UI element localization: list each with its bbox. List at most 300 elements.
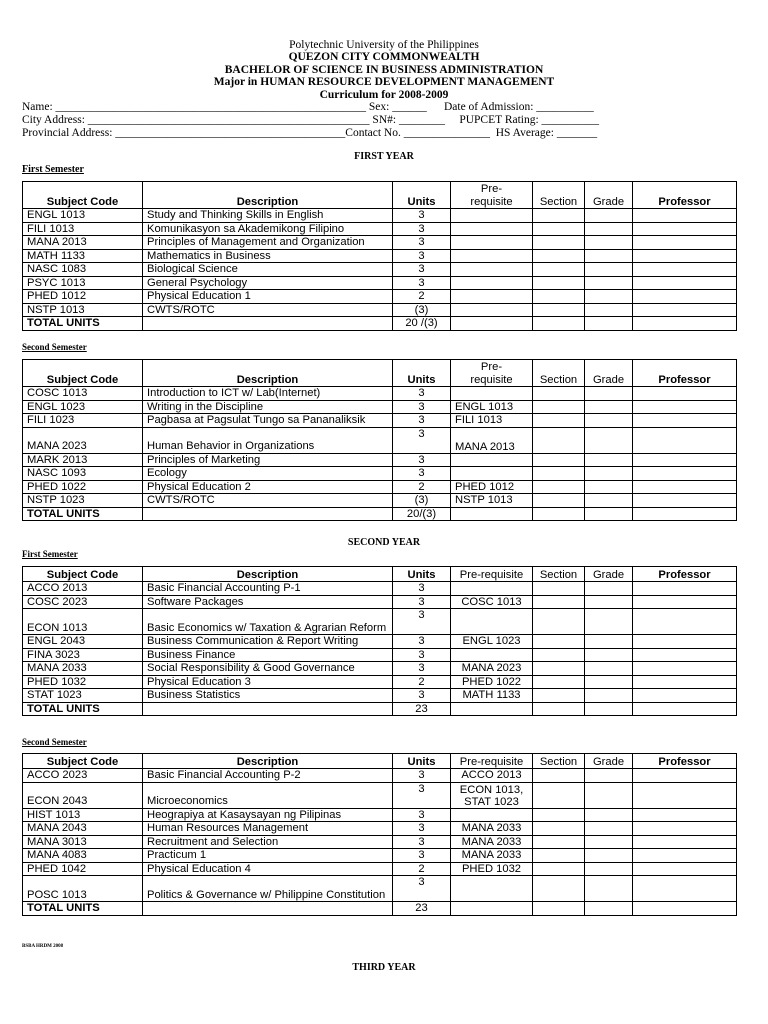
total-units-value: 20/(3): [393, 507, 451, 521]
total-units-label: TOTAL UNITS: [23, 702, 143, 716]
grade-cell[interactable]: [585, 400, 633, 414]
professor-header: Professor: [633, 754, 737, 769]
grade-cell[interactable]: [585, 209, 633, 223]
professor-cell[interactable]: [633, 236, 737, 250]
subject-prerequisite: [451, 582, 533, 596]
campus-name: QUEZON CITY COMMONWEALTH: [288, 51, 480, 64]
subject-prerequisite: ENGL 1023: [451, 635, 533, 649]
subject-code: MANA 2033: [23, 662, 143, 676]
subject-code: FINA 3023: [23, 648, 143, 662]
grade-cell[interactable]: [585, 494, 633, 508]
course-row: [23, 222, 737, 236]
total-professor-blank: [633, 702, 737, 716]
grade-cell[interactable]: [585, 249, 633, 263]
section-cell[interactable]: [533, 782, 585, 808]
subject-prerequisite: [451, 876, 533, 902]
y1-second-semester-title: Second Semester: [22, 342, 87, 352]
subject-units: 3: [393, 595, 451, 609]
subject-code: NASC 1093: [23, 467, 143, 481]
professor-cell[interactable]: [633, 480, 737, 494]
section-cell[interactable]: [533, 276, 585, 290]
section-header: Section: [533, 360, 585, 387]
section-cell[interactable]: [533, 835, 585, 849]
grade-cell[interactable]: [585, 609, 633, 635]
subject-prerequisite: PHED 1012: [451, 480, 533, 494]
grade-cell[interactable]: [585, 290, 633, 304]
section-cell[interactable]: [533, 427, 585, 453]
professor-cell[interactable]: [633, 675, 737, 689]
program-major: Major in HUMAN RESOURCE DEVELOPMENT MANAGEMENT: [213, 76, 555, 89]
section-cell[interactable]: [533, 494, 585, 508]
subject-units: 3: [393, 263, 451, 277]
total-units-value: 20 /(3): [393, 317, 451, 331]
subject-prerequisite: [451, 276, 533, 290]
subject-description: Politics & Governance w/ Philippine Constitution: [143, 876, 393, 902]
first-year-title: FIRST YEAR: [354, 151, 414, 162]
total-blank: [143, 507, 393, 521]
header-row: [23, 754, 737, 769]
course-row: [23, 303, 737, 317]
description-header: Description: [143, 567, 393, 582]
subject-description: Social Responsibility & Good Governance: [143, 662, 393, 676]
professor-cell[interactable]: [633, 822, 737, 836]
subject-units: 3: [393, 808, 451, 822]
subject-code: PHED 1012: [23, 290, 143, 304]
code-header: Subject Code: [23, 360, 143, 387]
subject-units: 2: [393, 480, 451, 494]
subject-code: ACCO 2023: [23, 769, 143, 783]
subject-code: ECON 2043: [23, 782, 143, 808]
subject-prerequisite: MANA 2013: [451, 427, 533, 453]
subject-description: Writing in the Discipline: [143, 400, 393, 414]
section-cell[interactable]: [533, 263, 585, 277]
section-cell[interactable]: [533, 222, 585, 236]
total-section-blank: [533, 902, 585, 916]
subject-units: 3: [393, 276, 451, 290]
subject-prerequisite: [451, 609, 533, 635]
course-row: [23, 249, 737, 263]
grade-header: Grade: [585, 182, 633, 209]
subject-description: Principles of Management and Organization: [143, 236, 393, 250]
section-cell[interactable]: [533, 480, 585, 494]
grade-cell[interactable]: [585, 303, 633, 317]
units-header: Units: [393, 182, 451, 209]
subject-prerequisite: MANA 2033: [451, 822, 533, 836]
y1-first-semester-title: First Semester: [22, 164, 84, 175]
section-cell[interactable]: [533, 769, 585, 783]
subject-units: 3: [393, 662, 451, 676]
subject-code: ENGL 1023: [23, 400, 143, 414]
subject-prerequisite: PHED 1022: [451, 675, 533, 689]
subject-units: (3): [393, 494, 451, 508]
subject-description: Microeconomics: [143, 782, 393, 808]
subject-units: 3: [393, 582, 451, 596]
course-row: [23, 648, 737, 662]
subject-units: 2: [393, 862, 451, 876]
course-row: [23, 769, 737, 783]
grade-cell[interactable]: [585, 835, 633, 849]
professor-cell[interactable]: [633, 414, 737, 428]
student-info-line-2[interactable]: City Address: _________________________________________________ SN#: ________ PUPCET Rating: __________: [22, 114, 600, 126]
subject-description: Practicum 1: [143, 849, 393, 863]
header-row: [23, 567, 737, 582]
course-row: [23, 635, 737, 649]
subject-code: MATH 1133: [23, 249, 143, 263]
subject-description: Heograpiya at Kasaysayan ng Pilipinas: [143, 808, 393, 822]
section-cell[interactable]: [533, 290, 585, 304]
course-row: [23, 236, 737, 250]
subject-prerequisite: MANA 2023: [451, 662, 533, 676]
course-row: [23, 849, 737, 863]
y1s2-table: [22, 359, 737, 521]
second-year-title: SECOND YEAR: [347, 537, 421, 548]
course-row: [23, 662, 737, 676]
course-row: [23, 494, 737, 508]
section-cell[interactable]: [533, 414, 585, 428]
grade-cell[interactable]: [585, 648, 633, 662]
section-cell[interactable]: [533, 808, 585, 822]
total-prereq-blank: [451, 902, 533, 916]
course-row: [23, 582, 737, 596]
subject-units: 3: [393, 822, 451, 836]
section-cell[interactable]: [533, 303, 585, 317]
units-header: Units: [393, 567, 451, 582]
professor-cell[interactable]: [633, 400, 737, 414]
subject-code: COSC 1013: [23, 387, 143, 401]
grade-cell[interactable]: [585, 427, 633, 453]
grade-cell[interactable]: [585, 862, 633, 876]
course-row: [23, 835, 737, 849]
section-cell[interactable]: [533, 876, 585, 902]
subject-description: CWTS/ROTC: [143, 494, 393, 508]
subject-code: HIST 1013: [23, 808, 143, 822]
subject-prerequisite: NSTP 1013: [451, 494, 533, 508]
professor-cell[interactable]: [633, 849, 737, 863]
professor-cell[interactable]: [633, 862, 737, 876]
grade-cell[interactable]: [585, 276, 633, 290]
grade-cell[interactable]: [585, 595, 633, 609]
course-row: [23, 862, 737, 876]
grade-cell[interactable]: [585, 822, 633, 836]
subject-code: PHED 1022: [23, 480, 143, 494]
grade-cell[interactable]: [585, 769, 633, 783]
professor-cell[interactable]: [633, 387, 737, 401]
subject-units: 3: [393, 222, 451, 236]
grade-cell[interactable]: [585, 662, 633, 676]
subject-prerequisite: MANA 2033: [451, 835, 533, 849]
professor-cell[interactable]: [633, 635, 737, 649]
subject-prerequisite: ECON 1013, STAT 1023: [451, 782, 533, 808]
subject-description: Business Statistics: [143, 689, 393, 703]
subject-units: 2: [393, 675, 451, 689]
course-row: [23, 209, 737, 223]
section-cell[interactable]: [533, 609, 585, 635]
subject-code: MARK 2013: [23, 453, 143, 467]
professor-cell[interactable]: [633, 648, 737, 662]
section-cell[interactable]: [533, 635, 585, 649]
student-info-line-1[interactable]: Name: ______________________________________________________ Sex: ______ Date of Admission: __________: [22, 101, 594, 113]
professor-cell[interactable]: [633, 595, 737, 609]
professor-cell[interactable]: [633, 222, 737, 236]
y2-first-semester-title: First Semester: [22, 549, 78, 559]
subject-units: 2: [393, 290, 451, 304]
course-row: [23, 414, 737, 428]
grade-cell[interactable]: [585, 689, 633, 703]
subject-prerequisite: MANA 2033: [451, 849, 533, 863]
course-row: [23, 453, 737, 467]
professor-cell[interactable]: [633, 835, 737, 849]
subject-prerequisite: [451, 209, 533, 223]
subject-prerequisite: MATH 1133: [451, 689, 533, 703]
total-row: [23, 902, 737, 916]
subject-description: Biological Science: [143, 263, 393, 277]
total-blank: [143, 902, 393, 916]
subject-description: Physical Education 4: [143, 862, 393, 876]
subject-units: 3: [393, 635, 451, 649]
course-row: [23, 467, 737, 481]
section-header: Section: [533, 182, 585, 209]
grade-cell[interactable]: [585, 582, 633, 596]
section-cell[interactable]: [533, 675, 585, 689]
section-cell[interactable]: [533, 822, 585, 836]
description-header: Description: [143, 754, 393, 769]
section-cell[interactable]: [533, 387, 585, 401]
professor-cell[interactable]: [633, 769, 737, 783]
grade-cell[interactable]: [585, 849, 633, 863]
grade-header: Grade: [585, 360, 633, 387]
professor-cell[interactable]: [633, 662, 737, 676]
professor-cell[interactable]: [633, 263, 737, 277]
grade-cell[interactable]: [585, 387, 633, 401]
curriculum-year: Curriculum for 2008-2009: [319, 88, 449, 101]
professor-cell[interactable]: [633, 303, 737, 317]
subject-prerequisite: [451, 387, 533, 401]
course-row: [23, 290, 737, 304]
grade-cell[interactable]: [585, 222, 633, 236]
grade-cell[interactable]: [585, 635, 633, 649]
subject-description: Physical Education 2: [143, 480, 393, 494]
course-row: [23, 876, 737, 902]
subject-prerequisite: [451, 467, 533, 481]
university-name: Polytechnic University of the Philippines: [289, 39, 479, 51]
subject-prerequisite: [451, 290, 533, 304]
professor-cell[interactable]: [633, 290, 737, 304]
subject-description: Ecology: [143, 467, 393, 481]
section-cell[interactable]: [533, 648, 585, 662]
section-cell[interactable]: [533, 582, 585, 596]
subject-code: MANA 2023: [23, 427, 143, 453]
professor-cell[interactable]: [633, 467, 737, 481]
total-prereq-blank: [451, 507, 533, 521]
total-professor-blank: [633, 507, 737, 521]
code-header: Subject Code: [23, 754, 143, 769]
subject-description: Study and Thinking Skills in English: [143, 209, 393, 223]
grade-cell[interactable]: [585, 675, 633, 689]
third-year-title: THIRD YEAR: [352, 962, 416, 973]
subject-units: 3: [393, 609, 451, 635]
grade-cell[interactable]: [585, 263, 633, 277]
subject-code: ECON 1013: [23, 609, 143, 635]
code-header: Subject Code: [23, 567, 143, 582]
professor-cell[interactable]: [633, 609, 737, 635]
subject-description: Komunikasyon sa Akademikong Filipino: [143, 222, 393, 236]
professor-header: Professor: [633, 360, 737, 387]
section-cell[interactable]: [533, 236, 585, 250]
professor-cell[interactable]: [633, 582, 737, 596]
subject-description: Pagbasa at Pagsulat Tungo sa Pananaliksik: [143, 414, 393, 428]
subject-code: PHED 1042: [23, 862, 143, 876]
subject-description: Principles of Marketing: [143, 453, 393, 467]
y2s2-table: [22, 753, 737, 916]
professor-header: Professor: [633, 182, 737, 209]
subject-prerequisite: [451, 303, 533, 317]
total-units-label: TOTAL UNITS: [23, 507, 143, 521]
subject-description: General Psychology: [143, 276, 393, 290]
subject-units: 3: [393, 414, 451, 428]
total-grade-blank: [585, 702, 633, 716]
subject-prerequisite: COSC 1013: [451, 595, 533, 609]
grade-cell[interactable]: [585, 453, 633, 467]
units-header: Units: [393, 360, 451, 387]
section-cell[interactable]: [533, 662, 585, 676]
section-header: Section: [533, 567, 585, 582]
subject-description: Mathematics in Business: [143, 249, 393, 263]
grade-cell[interactable]: [585, 808, 633, 822]
section-cell[interactable]: [533, 453, 585, 467]
subject-units: 3: [393, 453, 451, 467]
subject-units: 3: [393, 249, 451, 263]
total-units-value: 23: [393, 902, 451, 916]
student-info-line-3[interactable]: Provincial Address: ________________________________________Contact No. _______________ HS Average: _______: [22, 127, 598, 139]
subject-prerequisite: [451, 249, 533, 263]
subject-units: 3: [393, 782, 451, 808]
section-cell[interactable]: [533, 400, 585, 414]
total-row: [23, 507, 737, 521]
professor-header: Professor: [633, 567, 737, 582]
total-units-value: 23: [393, 702, 451, 716]
subject-units: 3: [393, 849, 451, 863]
subject-units: 3: [393, 648, 451, 662]
subject-prerequisite: ENGL 1013: [451, 400, 533, 414]
subject-description: Human Behavior in Organizations: [143, 427, 393, 453]
document-header: [0, 39, 768, 101]
subject-code: ENGL 1013: [23, 209, 143, 223]
total-section-blank: [533, 507, 585, 521]
course-row: [23, 387, 737, 401]
subject-units: (3): [393, 303, 451, 317]
course-row: [23, 427, 737, 453]
y2-second-semester-title: Second Semester: [22, 737, 87, 747]
professor-cell[interactable]: [633, 453, 737, 467]
subject-code: NSTP 1023: [23, 494, 143, 508]
professor-cell[interactable]: [633, 689, 737, 703]
professor-cell[interactable]: [633, 249, 737, 263]
prerequisite-header: Pre- requisite: [451, 360, 533, 387]
total-grade-blank: [585, 507, 633, 521]
subject-description: Basic Economics w/ Taxation & Agrarian Reform: [143, 609, 393, 635]
course-row: [23, 609, 737, 635]
section-header: Section: [533, 754, 585, 769]
grade-cell[interactable]: [585, 876, 633, 902]
subject-prerequisite: FILI 1013: [451, 414, 533, 428]
subject-code: NSTP 1013: [23, 303, 143, 317]
subject-description: Physical Education 1: [143, 290, 393, 304]
course-row: [23, 782, 737, 808]
section-cell[interactable]: [533, 209, 585, 223]
course-row: [23, 822, 737, 836]
subject-description: Human Resources Management: [143, 822, 393, 836]
total-grade-blank: [585, 902, 633, 916]
subject-units: 3: [393, 209, 451, 223]
professor-cell[interactable]: [633, 494, 737, 508]
grade-cell[interactable]: [585, 414, 633, 428]
subject-code: ENGL 2043: [23, 635, 143, 649]
units-header: Units: [393, 754, 451, 769]
grade-cell[interactable]: [585, 480, 633, 494]
professor-cell[interactable]: [633, 209, 737, 223]
section-cell[interactable]: [533, 862, 585, 876]
subject-description: CWTS/ROTC: [143, 303, 393, 317]
subject-description: Introduction to ICT w/ Lab(Internet): [143, 387, 393, 401]
total-prereq-blank: [451, 317, 533, 331]
grade-cell[interactable]: [585, 467, 633, 481]
total-section-blank: [533, 702, 585, 716]
course-row: [23, 595, 737, 609]
course-row: [23, 808, 737, 822]
subject-description: Physical Education 3: [143, 675, 393, 689]
subject-code: MANA 3013: [23, 835, 143, 849]
prerequisite-header: Pre-requisite: [451, 567, 533, 582]
total-row: [23, 317, 737, 331]
prerequisite-header: Pre-requisite: [451, 754, 533, 769]
code-header: Subject Code: [23, 182, 143, 209]
subject-description: Business Communication & Report Writing: [143, 635, 393, 649]
section-cell[interactable]: [533, 249, 585, 263]
section-cell[interactable]: [533, 595, 585, 609]
total-blank: [143, 317, 393, 331]
subject-prerequisite: [451, 453, 533, 467]
total-professor-blank: [633, 317, 737, 331]
subject-units: 3: [393, 387, 451, 401]
professor-cell[interactable]: [633, 276, 737, 290]
professor-cell[interactable]: [633, 427, 737, 453]
course-row: [23, 400, 737, 414]
subject-code: POSC 1013: [23, 876, 143, 902]
grade-cell[interactable]: [585, 236, 633, 250]
subject-code: MANA 4083: [23, 849, 143, 863]
y1s1-table: [22, 181, 737, 331]
course-row: [23, 480, 737, 494]
subject-prerequisite: PHED 1032: [451, 862, 533, 876]
subject-code: ACCO 2013: [23, 582, 143, 596]
subject-description: Recruitment and Selection: [143, 835, 393, 849]
section-cell[interactable]: [533, 849, 585, 863]
grade-cell[interactable]: [585, 782, 633, 808]
subject-units: 3: [393, 689, 451, 703]
professor-cell[interactable]: [633, 782, 737, 808]
subject-code: MANA 2043: [23, 822, 143, 836]
section-cell[interactable]: [533, 689, 585, 703]
total-grade-blank: [585, 317, 633, 331]
professor-cell[interactable]: [633, 876, 737, 902]
program-name: BACHELOR OF SCIENCE IN BUSINESS ADMINISTRATION: [224, 63, 544, 76]
subject-prerequisite: ACCO 2013: [451, 769, 533, 783]
section-cell[interactable]: [533, 467, 585, 481]
professor-cell[interactable]: [633, 808, 737, 822]
prerequisite-header: Pre- requisite: [451, 182, 533, 209]
footer-code: BSBA HRDM 2008: [22, 944, 64, 949]
subject-description: Basic Financial Accounting P-2: [143, 769, 393, 783]
